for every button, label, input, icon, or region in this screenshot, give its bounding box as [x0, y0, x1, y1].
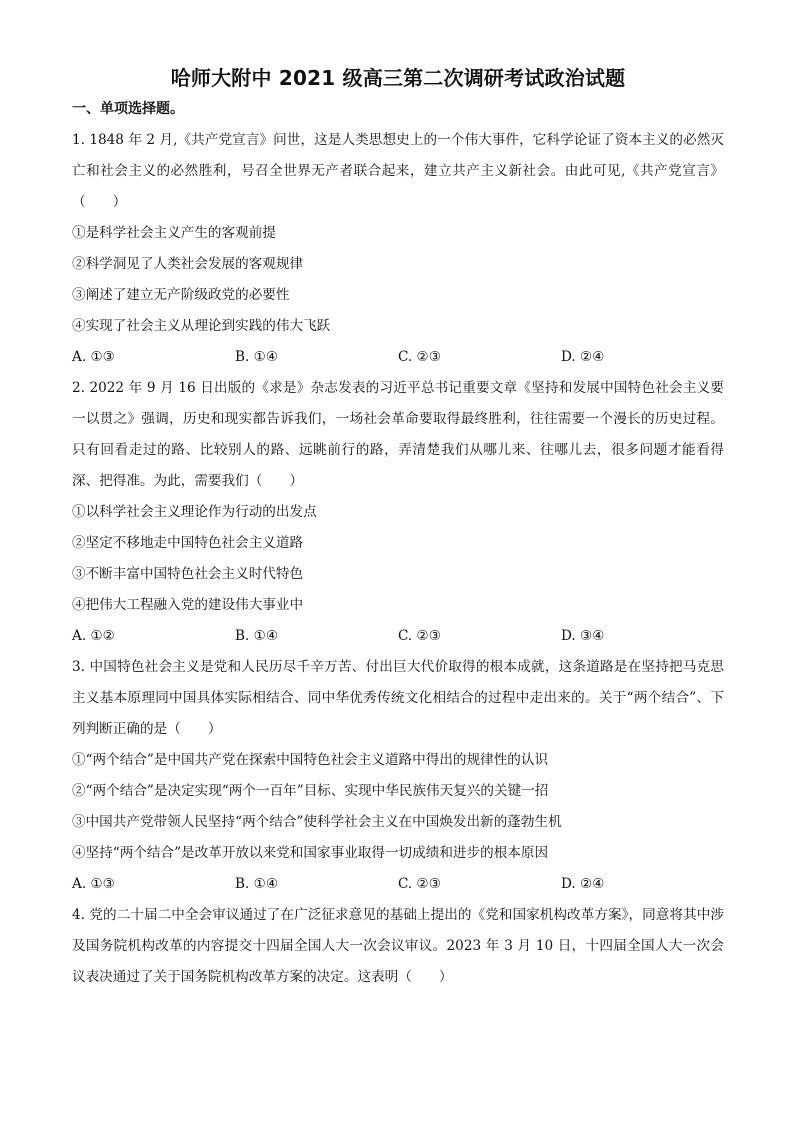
question-3 [72, 652, 724, 900]
option-c: C. ②③ [398, 349, 441, 365]
statement: ②坚定不移地走中国特色社会主义道路 [72, 535, 304, 551]
option-a: A. ①③ [72, 876, 115, 892]
section-heading: 一、单项选择题。 [72, 101, 184, 117]
option-a: A. ①③ [72, 349, 115, 365]
exam-page [72, 64, 724, 993]
statement: ③阐述了建立无产阶级政党的必要性 [72, 287, 290, 303]
option-d: D. ②④ [561, 349, 605, 365]
statement: ①是科学社会主义产生的客观前提 [72, 225, 276, 241]
statement: ①“两个结合”是中国共产党在探索中国特色社会主义道路中得出的规律性的认识 [72, 752, 549, 768]
question-2 [72, 373, 724, 652]
answer-options [72, 342, 724, 373]
statement: ④坚持“两个结合”是改革开放以来党和国家事业取得一切成绩和进步的根本原因 [72, 845, 549, 861]
statement: ③不断丰富中国特色社会主义时代特色 [72, 566, 304, 582]
statement: ②“两个结合”是决定实现“两个一百年”目标、实现中华民族伟天复兴的关键一招 [72, 783, 549, 799]
question-1 [72, 125, 724, 373]
option-d: D. ②④ [561, 876, 605, 892]
option-b: B. ①④ [235, 876, 279, 892]
question-stem: 3. 中国特色社会主义是党和人民历尽千辛万苦、付出巨大代价取得的根本成就，这条道路是在坚持把马克思主义基本原理同中国具体实际相结合、同中华优秀传统文化相结合的过程中走出来的。关于“两个结合”、下列判断正确的是（ ） [72, 659, 724, 737]
answer-options [72, 869, 724, 900]
statement: ④实现了社会主义从理论到实践的伟大飞跃 [72, 318, 331, 334]
statement: ①以科学社会主义理论作为行动的出发点 [72, 504, 317, 520]
statement: ④把伟大工程融入党的建设伟大事业中 [72, 597, 304, 613]
option-b: B. ①④ [235, 628, 279, 644]
option-c: C. ②③ [398, 876, 441, 892]
question-stem: 1. 1848 年 2 月,《共产党宣言》问世，这是人类思想史上的一个伟大事件，它科学论证了资本主义的必然灭亡和社会主义的必然胜利，号召全世界无产者联合起来，建立共产主义新社会。由此可见,《共产党宣言》（ ） [72, 132, 724, 210]
page-title: 哈师大附中 2021 级高三第二次调研考试政治试题 [170, 66, 626, 90]
statement: ②科学洞见了人类社会发展的客观规律 [72, 256, 304, 272]
option-a: A. ①② [72, 628, 115, 644]
option-b: B. ①④ [235, 349, 279, 365]
question-stem: 4. 党的二十届二中全会审议通过了在广泛征求意见的基础上提出的《党和国家机构改革方案》，同意将其中涉及国务院机构改革的内容提交十四届全国人大一次会议审议。2023 年 3 月 10 日，十四届全国人大一次会议表决通过了关于国务院机构改革方案的决定。这表明（ ） [72, 907, 724, 985]
question-stem: 2. 2022 年 9 月 16 日出版的《求是》杂志发表的习近平总书记重要文章《坚持和发展中国特色社会主义要一以贯之》强调，历史和现实都告诉我们，一场社会革命要取得最终胜利，往往需要一个漫长的历史过程。只有回看走过的路、比较别人的路、远眺前行的路，弄清楚我们从哪儿来、往哪儿去，很多问题才能看得深、把得准。为此，需要我们（ ） [72, 380, 724, 489]
question-4 [72, 900, 724, 993]
answer-options [72, 621, 724, 652]
option-c: C. ②③ [398, 628, 441, 644]
statement: ③中国共产党带领人民坚持“两个结合”使科学社会主义在中国焕发出新的蓬勃生机 [72, 814, 562, 830]
option-d: D. ③④ [561, 628, 605, 644]
